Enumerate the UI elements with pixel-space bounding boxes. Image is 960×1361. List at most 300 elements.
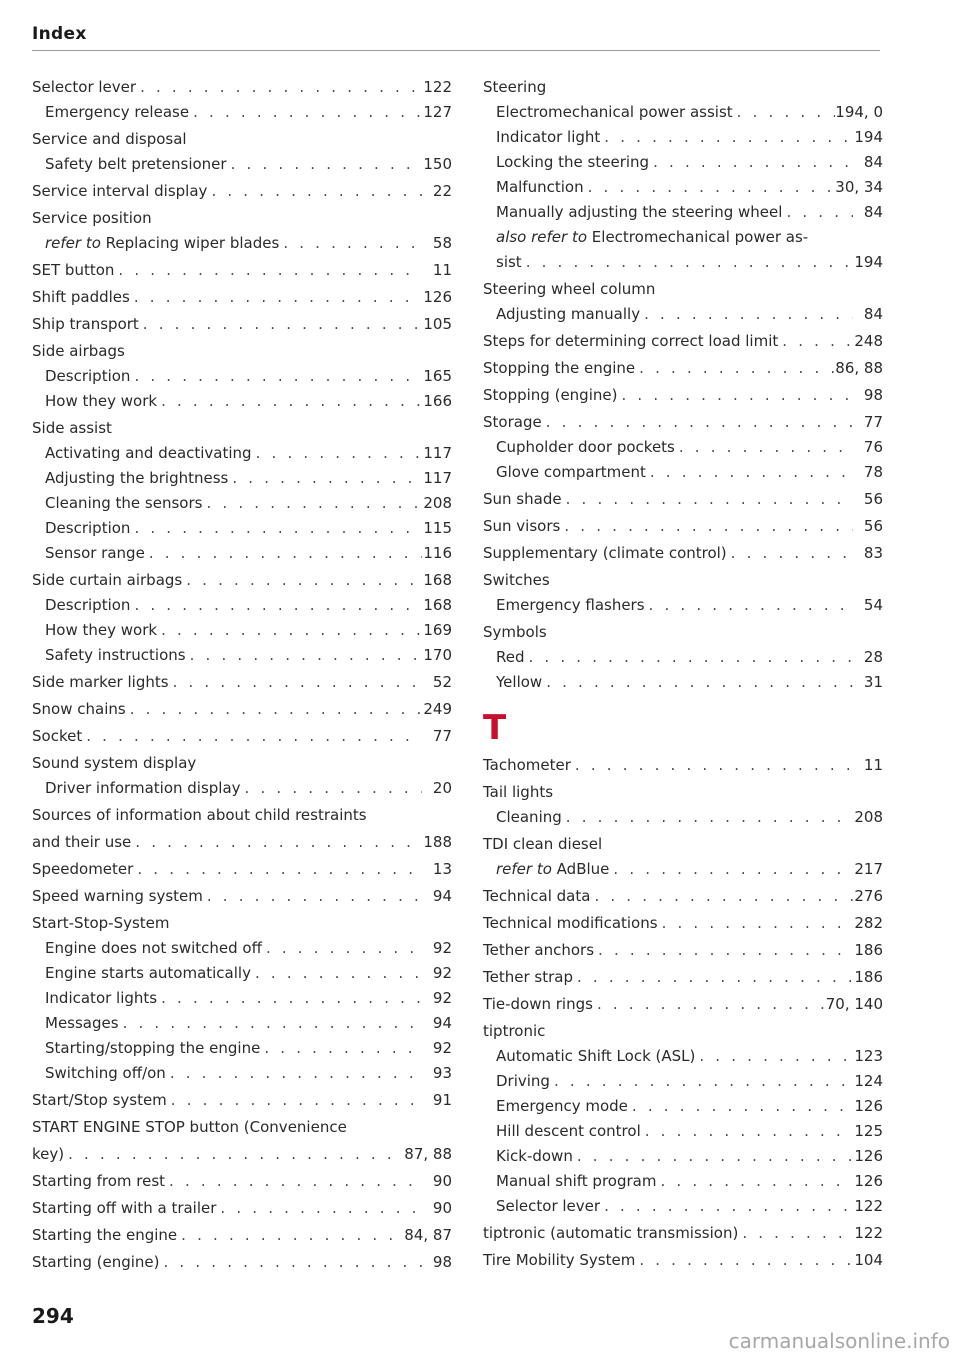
index-page-ref: 125	[854, 1122, 883, 1140]
index-subentry	[32, 364, 452, 389]
index-entry-text: Cleaning the sensors	[45, 494, 203, 512]
index-page-ref: 91	[432, 1091, 452, 1109]
index-page-ref: 126	[854, 1147, 883, 1165]
index-entry	[32, 568, 452, 593]
index-entry	[483, 514, 883, 539]
leader-dots	[590, 884, 853, 909]
index-entry	[483, 884, 883, 909]
index-entry-text: Cleaning	[496, 808, 562, 826]
index-page-ref: 98	[863, 386, 883, 404]
index-subentry	[32, 618, 452, 643]
index-page-ref: 92	[432, 939, 452, 957]
page-header-title: Index	[32, 24, 87, 44]
index-page-ref: 194	[854, 253, 883, 271]
leader-dots	[573, 965, 853, 990]
index-entry	[32, 911, 452, 936]
index-entry-text: Start-Stop-System	[32, 914, 170, 932]
index-entry-text: Storage	[483, 413, 542, 431]
leader-dots	[593, 992, 826, 1017]
leader-dots	[177, 1223, 404, 1248]
index-subentry	[32, 986, 452, 1011]
index-entry-text: Start/Stop system	[32, 1091, 167, 1109]
page-number: 294	[32, 1304, 74, 1328]
index-entry-text: Selector lever	[496, 1197, 601, 1215]
index-entry-text: Engine does not switched off	[45, 939, 262, 957]
index-entry-text: Stopping the engine	[483, 359, 636, 377]
index-subentry	[32, 152, 452, 177]
index-subentry	[483, 200, 883, 225]
leader-dots	[738, 1221, 853, 1246]
leader-dots	[136, 75, 422, 100]
index-entry	[32, 127, 452, 152]
index-page-ref: 86, 88	[835, 359, 883, 377]
index-page-ref: 170	[423, 646, 452, 664]
index-page-ref: 92	[432, 1039, 452, 1057]
index-subentry	[32, 541, 452, 566]
index-entry	[32, 884, 452, 909]
index-entry	[483, 329, 883, 354]
leader-dots	[617, 383, 853, 408]
index-page-ref: 28	[863, 648, 883, 666]
index-subentry	[32, 1036, 452, 1061]
index-subentry	[32, 936, 452, 961]
index-subentry	[32, 593, 452, 618]
index-entry-text: Kick-down	[496, 1147, 573, 1165]
index-page-ref: 76	[863, 438, 883, 456]
index-entry	[32, 312, 452, 337]
index-subentry	[32, 1061, 452, 1086]
index-entry-text: Service and disposal	[32, 130, 187, 148]
leader-dots	[649, 150, 853, 175]
leader-dots	[252, 441, 422, 466]
index-entry-text: sist	[496, 253, 522, 271]
index-entry-text: Adjusting manually	[496, 305, 641, 323]
index-entry	[483, 568, 883, 593]
leader-dots	[609, 857, 853, 882]
leader-dots	[782, 200, 853, 225]
index-page-ref: 186	[854, 941, 883, 959]
index-page-ref: 117	[423, 469, 452, 487]
index-entry-text: Supplementary (climate control)	[483, 544, 727, 562]
index-page-ref: 13	[432, 860, 452, 878]
index-page-ref: 87, 88	[404, 1145, 452, 1163]
index-entry-text: How they work	[45, 621, 158, 639]
index-entry-text: Symbols	[483, 623, 547, 641]
index-subentry	[483, 593, 883, 618]
index-entry-text: Side marker lights	[32, 673, 169, 691]
index-entry-text: Starting/stopping the engine	[45, 1039, 261, 1057]
index-page-ref: 84	[863, 305, 883, 323]
index-entry	[32, 1223, 452, 1248]
index-entry-text: Socket	[32, 727, 83, 745]
index-page-ref: 122	[423, 78, 452, 96]
index-entry-text: SET button	[32, 261, 115, 279]
leader-dots	[260, 1036, 422, 1061]
leader-dots	[584, 175, 836, 200]
leader-dots	[119, 1011, 422, 1036]
leader-dots	[145, 541, 422, 566]
index-subentry	[483, 1169, 883, 1194]
index-entry-text: Driver information display	[45, 779, 241, 797]
index-page-ref: 127	[423, 103, 452, 121]
index-entry	[32, 857, 452, 882]
index-subentry	[483, 645, 883, 670]
index-page-ref: 194	[854, 128, 883, 146]
index-entry-text: Emergency flashers	[496, 596, 645, 614]
leader-dots	[130, 285, 422, 310]
index-entry-text: Side airbags	[32, 342, 125, 360]
index-entry	[32, 285, 452, 310]
leader-dots	[157, 618, 422, 643]
index-subentry	[32, 961, 452, 986]
index-entry	[32, 339, 452, 364]
leader-dots	[279, 231, 422, 256]
index-page-ref: 186	[854, 968, 883, 986]
index-entry	[32, 670, 452, 695]
leader-dots	[169, 670, 422, 695]
index-subentry	[483, 250, 883, 275]
index-page-ref: 217	[854, 860, 883, 878]
index-entry-text: Driving	[496, 1072, 550, 1090]
leader-dots	[133, 857, 422, 882]
index-page-ref: 70, 140	[825, 995, 883, 1013]
index-entry-text: Tail lights	[483, 783, 554, 801]
index-entry	[32, 179, 452, 204]
index-page-ref: 54	[863, 596, 883, 614]
index-entry	[483, 410, 883, 435]
leader-dots	[562, 487, 853, 512]
index-entry-text: Shift paddles	[32, 288, 130, 306]
index-page-ref: 194, 0	[835, 103, 883, 121]
index-page-ref: 58	[432, 234, 452, 252]
index-entry-text: Safety belt pretensioner	[45, 155, 227, 173]
index-entry	[483, 753, 883, 778]
index-entry-text: Steering	[483, 78, 547, 96]
index-entry	[32, 1115, 452, 1140]
index-entry-text: Red	[496, 648, 525, 666]
index-subentry	[483, 125, 883, 150]
index-page-ref: 56	[863, 517, 883, 535]
index-entry	[483, 620, 883, 645]
index-subentry	[32, 643, 452, 668]
index-subentry	[32, 776, 452, 801]
leader-dots	[166, 1061, 422, 1086]
leader-dots	[600, 125, 853, 150]
index-column-right	[483, 73, 883, 1273]
index-entry-text: Switching off/on	[45, 1064, 166, 1082]
index-entry-text: Tether strap	[483, 968, 573, 986]
index-entry	[32, 1196, 452, 1221]
leader-dots	[165, 1169, 422, 1194]
index-entry	[483, 938, 883, 963]
index-page-ref: 122	[854, 1197, 883, 1215]
index-subentry	[32, 231, 452, 256]
leader-dots	[228, 466, 422, 491]
index-entry	[483, 965, 883, 990]
index-page-ref: 11	[863, 756, 883, 774]
leader-dots	[646, 460, 853, 485]
index-subentry	[483, 435, 883, 460]
leader-dots	[130, 593, 422, 618]
index-page-ref: 117	[423, 444, 452, 462]
index-entry	[483, 383, 883, 408]
index-entry	[483, 780, 883, 805]
index-entry-text: Activating and deactivating	[45, 444, 252, 462]
leader-dots	[594, 938, 853, 963]
index-entry-text: Service position	[32, 209, 152, 227]
index-entry-text: Yellow	[496, 673, 543, 691]
index-page-ref: 116	[423, 544, 452, 562]
leader-dots	[550, 1069, 853, 1094]
leader-dots	[207, 179, 422, 204]
index-page-ref: 83	[863, 544, 883, 562]
index-entry-text: Speed warning system	[32, 887, 203, 905]
index-entry-text: Automatic Shift Lock (ASL)	[496, 1047, 696, 1065]
leader-dots	[157, 986, 422, 1011]
index-subentry	[483, 1094, 883, 1119]
index-entry-text: Ship transport	[32, 315, 139, 333]
index-entry-text: Tire Mobility System	[483, 1251, 636, 1269]
index-page-ref: 165	[423, 367, 452, 385]
index-entry-text: Snow chains	[32, 700, 126, 718]
index-page-ref: 150	[423, 155, 452, 173]
index-page-ref: 98	[432, 1253, 452, 1271]
watermark: carmanualsonline.info	[728, 1329, 950, 1353]
index-entry-text: Adjusting the brightness	[45, 469, 229, 487]
index-entry-text: Messages	[45, 1014, 119, 1032]
index-entry-text: tiptronic (automatic transmission)	[483, 1224, 739, 1242]
index-entry	[32, 803, 452, 828]
index-entry-text: refer to AdBlue	[496, 860, 610, 878]
index-entry	[32, 416, 452, 441]
index-entry	[32, 724, 452, 749]
index-entry-text: Steering wheel column	[483, 280, 656, 298]
index-page-ref: 94	[432, 1014, 452, 1032]
index-page-ref: 90	[432, 1199, 452, 1217]
index-subentry	[483, 460, 883, 485]
index-page-ref: 20	[432, 779, 452, 797]
index-entry	[32, 258, 452, 283]
leader-dots	[82, 724, 422, 749]
index-subentry	[483, 150, 883, 175]
index-page-ref: 84	[863, 153, 883, 171]
index-page-ref: 276	[854, 887, 883, 905]
leader-dots	[131, 830, 422, 855]
index-page-ref: 78	[863, 463, 883, 481]
index-entry-text: Electromechanical power assist	[496, 103, 733, 121]
leader-dots	[167, 1088, 422, 1113]
index-entry-text: Service interval display	[32, 182, 208, 200]
index-entry	[32, 75, 452, 100]
index-entry-text: Tie-down rings	[483, 995, 593, 1013]
index-entry-text: Technical modifications	[483, 914, 658, 932]
leader-dots	[560, 514, 853, 539]
index-page-ref: 56	[863, 490, 883, 508]
index-entry-text: key)	[32, 1145, 65, 1163]
leader-dots	[182, 568, 422, 593]
leader-dots	[600, 1194, 853, 1219]
leader-dots	[64, 1142, 404, 1167]
leader-dots	[157, 389, 422, 414]
index-entry-text: Stopping (engine)	[483, 386, 618, 404]
index-entry-text: Locking the steering	[496, 153, 650, 171]
index-letter-heading: T	[483, 708, 507, 748]
leader-dots	[645, 593, 853, 618]
leader-dots	[542, 410, 853, 435]
leader-dots	[227, 152, 422, 177]
index-entry-text: Starting from rest	[32, 1172, 166, 1190]
index-subentry	[483, 1194, 883, 1219]
index-entry-text: Indicator lights	[45, 989, 158, 1007]
index-page-ref: 122	[854, 1224, 883, 1242]
index-page-ref: 168	[423, 571, 452, 589]
index-page-ref: 30, 34	[835, 178, 883, 196]
index-subentry	[483, 302, 883, 327]
leader-dots	[525, 645, 854, 670]
index-page-ref: 92	[432, 964, 452, 982]
index-column-left	[32, 73, 452, 1275]
index-page-ref: 126	[854, 1097, 883, 1115]
index-entry	[32, 206, 452, 231]
index-entry-text: Speedometer	[32, 860, 134, 878]
leader-dots	[695, 1044, 853, 1069]
index-entry-text: Side assist	[32, 419, 112, 437]
leader-dots	[522, 250, 853, 275]
index-entry	[32, 1142, 452, 1167]
index-entry-text: refer to Replacing wiper blades	[45, 234, 280, 252]
index-subentry	[483, 1044, 883, 1069]
index-subentry	[483, 670, 883, 695]
index-entry-text: Indicator light	[496, 128, 601, 146]
index-subentry	[483, 805, 883, 830]
index-subentry	[32, 100, 452, 125]
index-page-ref: 168	[423, 596, 452, 614]
index-entry-text: Sensor range	[45, 544, 145, 562]
index-subentry	[483, 1144, 883, 1169]
index-page-ref: 208	[423, 494, 452, 512]
index-entry	[483, 277, 883, 302]
leader-dots	[186, 643, 422, 668]
index-entry-text: and their use	[32, 833, 132, 851]
index-page-ref: 94	[432, 887, 452, 905]
leader-dots	[675, 435, 853, 460]
index-page-ref: 188	[423, 833, 452, 851]
index-entry	[483, 487, 883, 512]
index-entry-text: Switches	[483, 571, 550, 589]
index-subentry	[32, 516, 452, 541]
leader-dots	[573, 1144, 853, 1169]
index-entry-text: Emergency release	[45, 103, 190, 121]
index-entry-text: tiptronic	[483, 1022, 546, 1040]
index-entry	[32, 697, 452, 722]
index-entry	[32, 830, 452, 855]
index-entry-text: TDI clean diesel	[483, 835, 603, 853]
index-entry	[483, 541, 883, 566]
leader-dots	[656, 1169, 853, 1194]
index-entry-text: Glove compartment	[496, 463, 646, 481]
leader-dots	[640, 302, 853, 327]
leader-dots	[727, 541, 853, 566]
index-entry-text: Sun visors	[483, 517, 561, 535]
index-entry-text: Hill descent control	[496, 1122, 641, 1140]
leader-dots	[159, 1250, 422, 1275]
leader-dots	[114, 258, 422, 283]
index-entry-text: Side curtain airbags	[32, 571, 183, 589]
index-page-ref: 124	[854, 1072, 883, 1090]
index-entry	[483, 911, 883, 936]
index-entry	[483, 1248, 883, 1273]
leader-dots	[635, 1248, 853, 1273]
index-subentry	[483, 1069, 883, 1094]
index-page-ref: 249	[423, 700, 452, 718]
index-subentry	[32, 491, 452, 516]
leader-dots	[139, 312, 422, 337]
index-entry	[483, 1019, 883, 1044]
index-entry	[483, 992, 883, 1017]
index-subentry	[32, 441, 452, 466]
index-entry-text: Safety instructions	[45, 646, 186, 664]
index-page-ref: 126	[423, 288, 452, 306]
index-page-ref: 31	[863, 673, 883, 691]
index-subentry	[32, 1011, 452, 1036]
leader-dots	[262, 936, 422, 961]
leader-dots	[641, 1119, 853, 1144]
index-page-ref: 77	[432, 727, 452, 745]
index-entry	[483, 75, 883, 100]
index-entry-text: Tether anchors	[483, 941, 595, 959]
index-entry-text: Steps for determining correct load limit	[483, 332, 779, 350]
index-entry-text: also refer to Electromechanical power as-	[496, 228, 809, 246]
index-entry-text: Description	[45, 596, 131, 614]
index-entry-text: How they work	[45, 392, 158, 410]
index-page-ref: 52	[432, 673, 452, 691]
index-entry	[483, 1221, 883, 1246]
index-entry-text: Starting off with a trailer	[32, 1199, 217, 1217]
leader-dots	[202, 491, 422, 516]
index-page-ref: 282	[854, 914, 883, 932]
index-entry	[32, 1250, 452, 1275]
index-entry-text: Emergency mode	[496, 1097, 628, 1115]
index-entry-text: Malfunction	[496, 178, 584, 196]
index-entry	[32, 1169, 452, 1194]
leader-dots	[130, 364, 422, 389]
index-entry-text: Selector lever	[32, 78, 137, 96]
leader-dots	[542, 670, 853, 695]
leader-dots	[628, 1094, 853, 1119]
index-entry-text: Manual shift program	[496, 1172, 657, 1190]
index-page-ref: 126	[854, 1172, 883, 1190]
index-page-ref: 248	[854, 332, 883, 350]
index-subentry	[483, 225, 883, 250]
index-page-ref: 84	[863, 203, 883, 221]
leader-dots	[189, 100, 422, 125]
index-entry-text: Sources of information about child restraints	[32, 806, 367, 824]
index-subentry	[32, 389, 452, 414]
index-entry	[32, 1088, 452, 1113]
index-entry-text: Cupholder door pockets	[496, 438, 675, 456]
leader-dots	[635, 356, 835, 381]
index-entry-text: Engine starts automatically	[45, 964, 251, 982]
index-entry-text: Sound system display	[32, 754, 197, 772]
leader-dots	[778, 329, 853, 354]
index-entry-text: Starting (engine)	[32, 1253, 160, 1271]
index-entry	[483, 832, 883, 857]
index-page-ref: 90	[432, 1172, 452, 1190]
index-entry-text: Description	[45, 367, 131, 385]
index-subentry	[32, 466, 452, 491]
index-entry-text: Sun shade	[483, 490, 562, 508]
header-divider	[32, 50, 880, 51]
